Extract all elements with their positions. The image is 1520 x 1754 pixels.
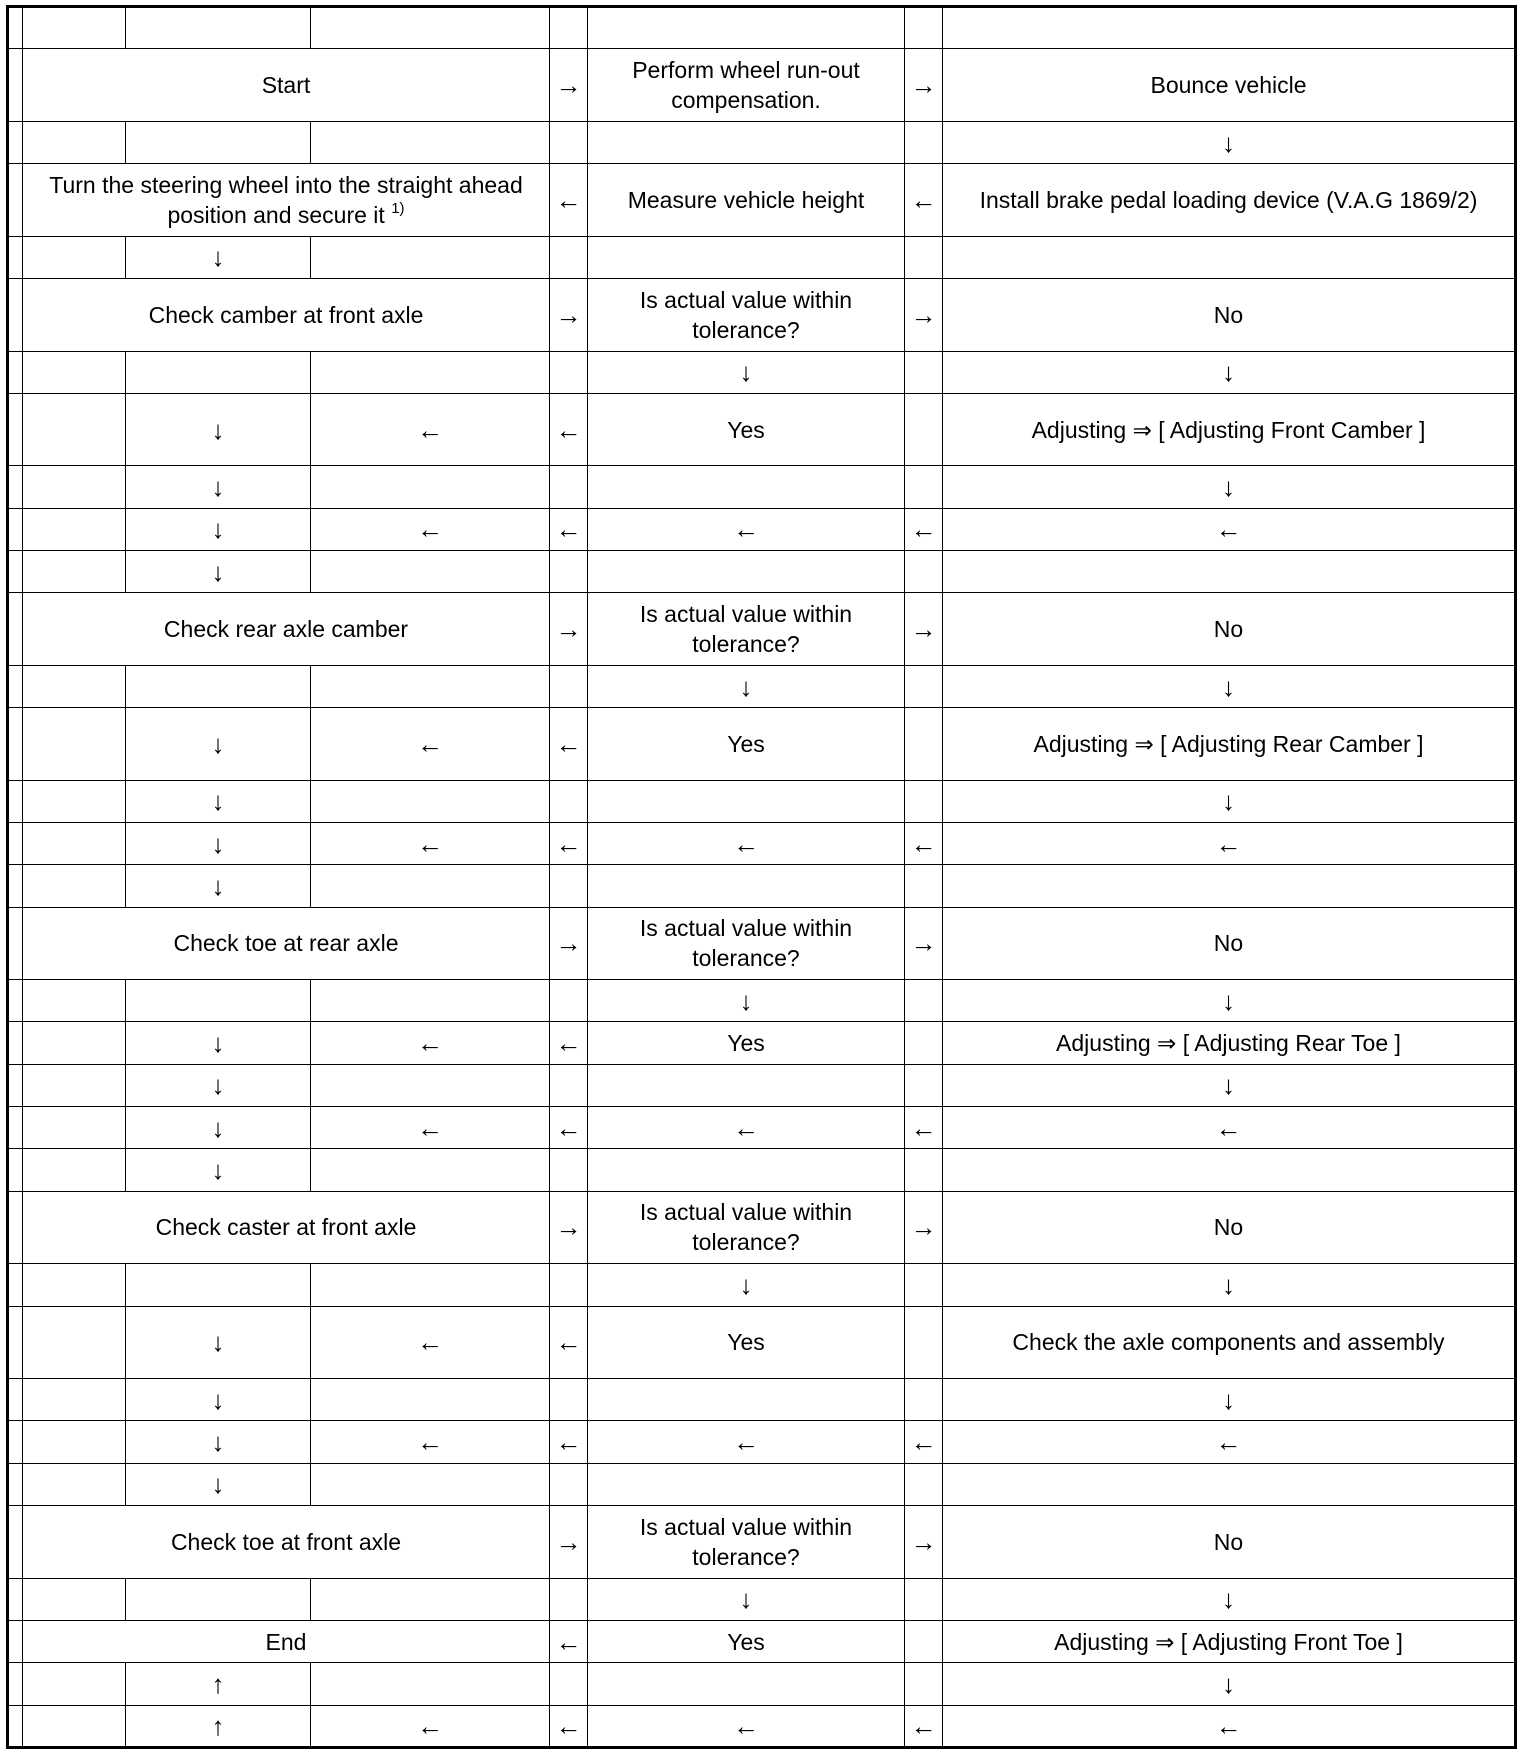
tolerance-question: Is actual value within tolerance? [588,907,905,980]
arrow-left-icon: ← [311,708,550,781]
arrow-left-icon: ← [550,164,588,237]
arrow-right-icon: → [550,1506,588,1579]
connector-row [8,1064,1516,1106]
connector-row [8,1379,1516,1421]
answer-no: No [943,279,1516,352]
connector-row [8,1149,1516,1191]
check-front-camber-step: Check camber at front axle [23,279,550,352]
arrow-left-icon: ← [588,1107,905,1149]
arrow-right-icon: → [905,907,943,980]
arrow-left-icon: ← [550,1421,588,1463]
adjust-front-toe-link[interactable]: Adjusting ⇒ [ Adjusting Front Toe ] [943,1620,1516,1662]
row-check-rear-camber [8,593,1516,666]
row-yes-rear-camber [8,708,1516,781]
arrow-right-icon: → [550,593,588,666]
arrow-down-icon: ↓ [126,780,311,822]
steering-text: Turn the steering wheel into the straight ahead position and secure it [49,171,523,228]
arrow-left-icon: ← [311,1306,550,1379]
connector-row [8,466,1516,508]
arrow-down-icon: ↓ [126,1022,311,1064]
row-yes-front-caster [8,1306,1516,1379]
arrow-down-icon: ↓ [943,1379,1516,1421]
check-rear-camber-step: Check rear axle camber [23,593,550,666]
row-check-front-caster [8,1191,1516,1264]
answer-no: No [943,1191,1516,1264]
start-step: Start [23,49,550,122]
arrow-left-icon: ← [311,1705,550,1748]
bounce-step: Bounce vehicle [943,49,1516,122]
adjust-rear-toe-link[interactable]: Adjusting ⇒ [ Adjusting Rear Toe ] [943,1022,1516,1064]
answer-no: No [943,907,1516,980]
arrow-left-icon: ← [588,1421,905,1463]
arrow-left-icon: ← [905,164,943,237]
answer-yes: Yes [588,393,905,466]
row-check-front-camber [8,279,1516,352]
arrow-up-icon: ↑ [126,1663,311,1705]
row-yes-rear-toe [8,1022,1516,1064]
arrow-left-icon: ← [550,508,588,550]
arrow-right-icon: → [905,593,943,666]
arrow-down-icon: ↓ [588,1578,905,1620]
arrow-right-icon: → [550,279,588,352]
arrow-down-icon: ↓ [126,823,311,865]
arrow-right-icon: → [905,1191,943,1264]
arrow-down-icon: ↓ [588,980,905,1022]
arrow-down-icon: ↓ [943,121,1516,163]
arrow-left-icon: ← [550,1022,588,1064]
connector-row [8,780,1516,822]
runout-step: Perform wheel run-out compensation. [588,49,905,122]
arrow-down-icon: ↓ [126,1379,311,1421]
answer-yes: Yes [588,1306,905,1379]
arrow-down-icon: ↓ [126,508,311,550]
row-check-front-toe [8,1506,1516,1579]
return-row [8,1421,1516,1463]
arrow-left-icon: ← [550,393,588,466]
adjust-rear-camber-link[interactable]: Adjusting ⇒ [ Adjusting Rear Camber ] [943,708,1516,781]
arrow-left-icon: ← [550,708,588,781]
return-row [8,1705,1516,1748]
arrow-left-icon: ← [905,1421,943,1463]
arrow-up-icon: ↑ [126,1705,311,1748]
arrow-down-icon: ↓ [588,665,905,707]
row-yes-front-camber [8,393,1516,466]
height-step: Measure vehicle height [588,164,905,237]
arrow-down-icon: ↓ [126,393,311,466]
arrow-left-icon: ← [905,823,943,865]
row-start [8,49,1516,122]
arrow-right-icon: → [905,1506,943,1579]
pedal-step: Install brake pedal loading device (V.A.G 1869/2) [943,164,1516,237]
check-front-caster-step: Check caster at front axle [23,1191,550,1264]
arrow-down-icon: ↓ [126,551,311,593]
tolerance-question: Is actual value within tolerance? [588,279,905,352]
arrow-down-icon: ↓ [126,236,311,278]
arrow-down-icon: ↓ [943,466,1516,508]
connector-row [8,351,1516,393]
row-steering [8,164,1516,237]
end-step: End [23,1620,550,1662]
arrow-down-icon: ↓ [588,1264,905,1306]
arrow-down-icon: ↓ [943,780,1516,822]
answer-yes: Yes [588,1022,905,1064]
steering-step [23,164,550,237]
spacer-row [8,7,1516,49]
arrow-down-icon: ↓ [588,351,905,393]
arrow-left-icon: ← [588,1705,905,1748]
arrow-left-icon: ← [311,1022,550,1064]
tolerance-question: Is actual value within tolerance? [588,1506,905,1579]
arrow-left-icon: ← [588,508,905,550]
answer-no: No [943,593,1516,666]
tolerance-question: Is actual value within tolerance? [588,1191,905,1264]
arrow-left-icon: ← [550,1705,588,1748]
check-rear-toe-step: Check toe at rear axle [23,907,550,980]
arrow-right-icon: → [905,279,943,352]
steering-footnote: 1) [391,199,405,217]
arrow-right-icon: → [550,49,588,122]
arrow-left-icon: ← [550,1107,588,1149]
arrow-down-icon: ↓ [943,1663,1516,1705]
arrow-down-icon: ↓ [126,1306,311,1379]
arrow-left-icon: ← [311,823,550,865]
arrow-right-icon: → [550,1191,588,1264]
arrow-left-icon: ← [588,823,905,865]
arrow-left-icon: ← [311,393,550,466]
arrow-down-icon: ↓ [126,466,311,508]
connector-row [8,1663,1516,1705]
arrow-left-icon: ← [905,1107,943,1149]
return-row [8,508,1516,550]
arrow-down-icon: ↓ [943,980,1516,1022]
arrow-down-icon: ↓ [126,865,311,907]
arrow-left-icon: ← [905,1705,943,1748]
arrow-left-icon: ← [905,508,943,550]
connector-row [8,865,1516,907]
arrow-left-icon: ← [550,1306,588,1379]
adjust-front-camber-link[interactable]: Adjusting ⇒ [ Adjusting Front Camber ] [943,393,1516,466]
check-components-step: Check the axle components and assembly [943,1306,1516,1379]
arrow-down-icon: ↓ [126,1421,311,1463]
connector-row [8,980,1516,1022]
return-row [8,1107,1516,1149]
alignment-flowchart [6,5,1517,1749]
connector-row [8,1578,1516,1620]
arrow-down-icon: ↓ [126,1107,311,1149]
arrow-right-icon: → [550,907,588,980]
connector-row [8,236,1516,278]
arrow-down-icon: ↓ [126,1149,311,1191]
connector-row [8,551,1516,593]
arrow-down-icon: ↓ [943,665,1516,707]
return-row [8,823,1516,865]
arrow-left-icon: ← [311,1421,550,1463]
row-end [8,1620,1516,1662]
connector-row [8,1264,1516,1306]
answer-no: No [943,1506,1516,1579]
arrow-down-icon: ↓ [126,708,311,781]
connector-row [8,1463,1516,1505]
arrow-left-icon: ← [943,508,1516,550]
tolerance-question: Is actual value within tolerance? [588,593,905,666]
arrow-left-icon: ← [550,1620,588,1662]
arrow-down-icon: ↓ [126,1064,311,1106]
connector-row [8,665,1516,707]
arrow-down-icon: ↓ [943,1264,1516,1306]
arrow-left-icon: ← [943,1107,1516,1149]
arrow-left-icon: ← [550,823,588,865]
arrow-left-icon: ← [311,508,550,550]
arrow-down-icon: ↓ [943,1578,1516,1620]
arrow-left-icon: ← [311,1107,550,1149]
arrow-down-icon: ↓ [943,351,1516,393]
arrow-left-icon: ← [943,1705,1516,1748]
check-front-toe-step: Check toe at front axle [23,1506,550,1579]
arrow-down-icon: ↓ [126,1463,311,1505]
arrow-down-icon: ↓ [943,1064,1516,1106]
arrow-right-icon: → [905,49,943,122]
answer-yes: Yes [588,1620,905,1662]
arrow-left-icon: ← [943,823,1516,865]
row-check-rear-toe [8,907,1516,980]
connector-row [8,121,1516,163]
arrow-left-icon: ← [943,1421,1516,1463]
answer-yes: Yes [588,708,905,781]
